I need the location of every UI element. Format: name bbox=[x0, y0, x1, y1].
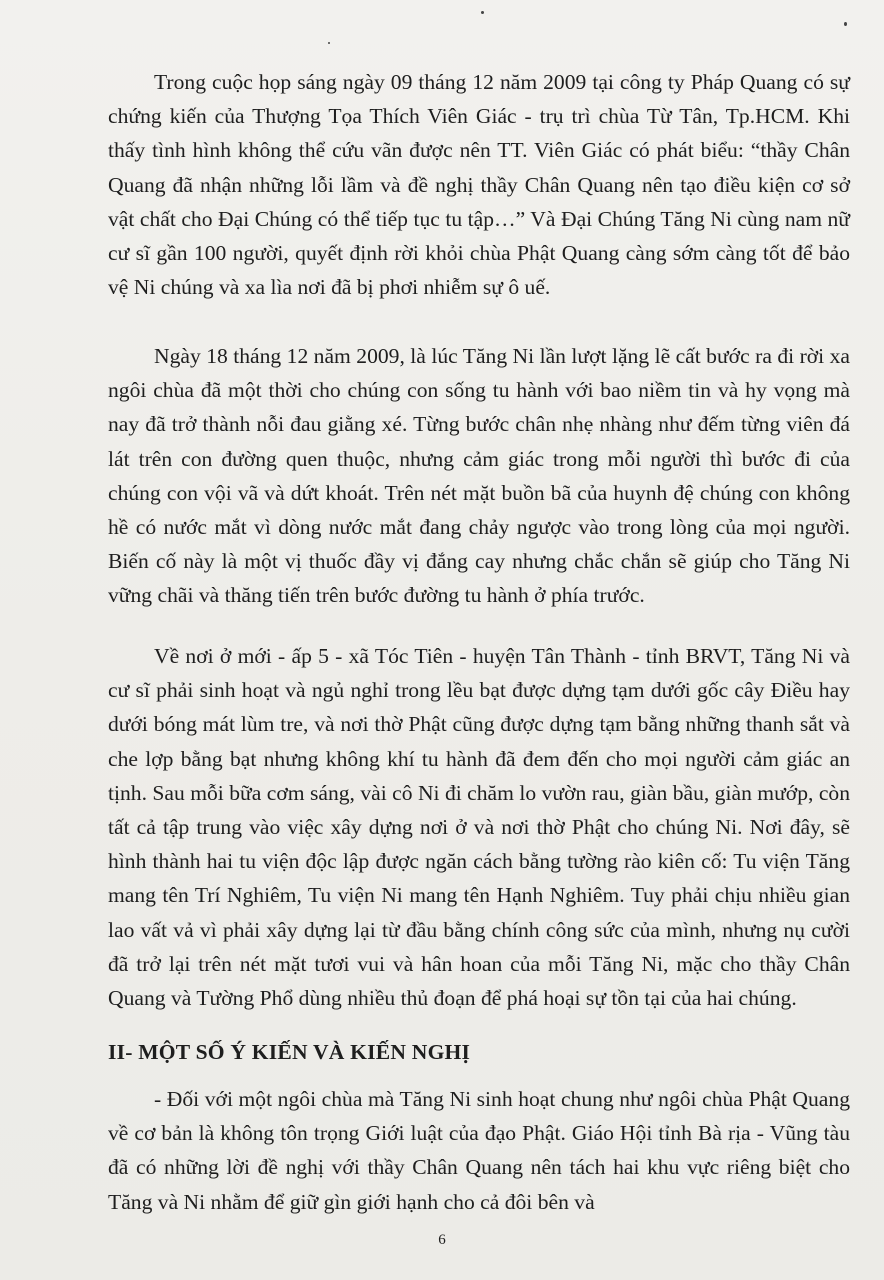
scan-speck bbox=[844, 22, 847, 26]
paragraph-meeting: Trong cuộc họp sáng ngày 09 tháng 12 năm 2009 tại công ty Pháp Quang có sự chứng kiến của Thượng Tọa Thích Viên Giác - trụ trì chùa Từ Tân, Tp.HCM. Khi thấy tình hình không thể cứu vãn được nên TT. Viên Giác có phát biểu: “thầy Chân Quang đã nhận những lỗi lầm và đề nghị thầy Chân Quang nên tạo điều kiện cơ sở vật chất cho Đại Chúng có thể tiếp tục tu tập…” Và Đại Chúng Tăng Ni cùng nam nữ cư sĩ gần 100 người, quyết định rời khỏi chùa Phật Quang càng sớm càng tốt để bảo vệ Ni chúng và xa lìa nơi đã bị phơi nhiễm sự ô uế. bbox=[108, 70, 850, 300]
paragraph-recommendation: - Đối với một ngôi chùa mà Tăng Ni sinh hoạt chung như ngôi chùa Phật Quang về cơ bản là không tôn trọng Giới luật của đạo Phật. Giáo Hội tỉnh Bà rịa - Vũng tàu đã có những lời đề nghị với thầy Chân Quang nên tách hai khu vực riêng biệt cho Tăng và Ni nhằm để giữ gìn giới hạnh cho cả đôi bên và bbox=[108, 1087, 850, 1214]
paragraph-departure: Ngày 18 tháng 12 năm 2009, là lúc Tăng Ni lần lượt lặng lẽ cất bước ra đi rời xa ngôi chùa đã một thời cho chúng con sống tu hành với bao niềm tin và hy vọng mà nay đã trở thành nỗi đau giằng xé. Từng bước chân nhẹ nhàng như đếm từng viên đá lát trên con đường quen thuộc, nhưng cảm giác trong mỗi người thì bước đi của chúng con vội vã và dứt khoát. Trên nét mặt buồn bã của huynh đệ chúng con không hề có nước mắt vì dòng nước mắt đang chảy ngược vào trong lòng của mọi người. Biến cố này là một vị thuốc đầy vị đắng cay nhưng chắc chắn sẽ giúp cho Tăng Ni vững chãi và thăng tiến trên bước đường tu hành ở phía trước. bbox=[108, 344, 850, 608]
paragraph-new-residence: Về nơi ở mới - ấp 5 - xã Tóc Tiên - huyện Tân Thành - tỉnh BRVT, Tăng Ni và cư sĩ phải sinh hoạt và ngủ nghỉ trong lều bạt được dựng tạm dưới gốc cây Điều hay dưới bóng mát lùm tre, và nơi thờ Phật cũng được dựng tạm bằng những thanh sắt và che lợp bằng bạt nhưng không khí tu hành đã đem đến cho mọi người cảm giác an tịnh. Sau mỗi bữa cơm sáng, vài cô Ni đi chăm lo vườn rau, giàn bầu, giàn mướp, còn tất cả tập trung vào việc xây dựng nơi ở và nơi thờ Phật cho chúng Ni. Nơi đây, sẽ hình thành hai tu viện độc lập được ngăn cách bằng tường rào kiên cố: Tu viện Tăng mang tên Trí Nghiêm, Tu viện Ni mang tên Hạnh Nghiêm. Tuy phải chịu nhiều gian lao vất vả vì phải xây dựng lại từ đầu bằng chính công sức của mình, nhưng nụ cười đã trở lại trên nét mặt tươi vui và hân hoan của mỗi Tăng Ni, mặc cho thầy Chân Quang và Tường Phổ dùng nhiều thủ đoạn để phá hoại sự tồn tại của hai chúng. bbox=[108, 644, 850, 1011]
page-number: 6 bbox=[438, 1232, 446, 1248]
scan-speck bbox=[328, 42, 330, 44]
scan-speck bbox=[481, 11, 484, 14]
section-heading: II- MỘT SỐ Ý KIẾN VÀ KIẾN NGHỊ bbox=[108, 1040, 471, 1064]
